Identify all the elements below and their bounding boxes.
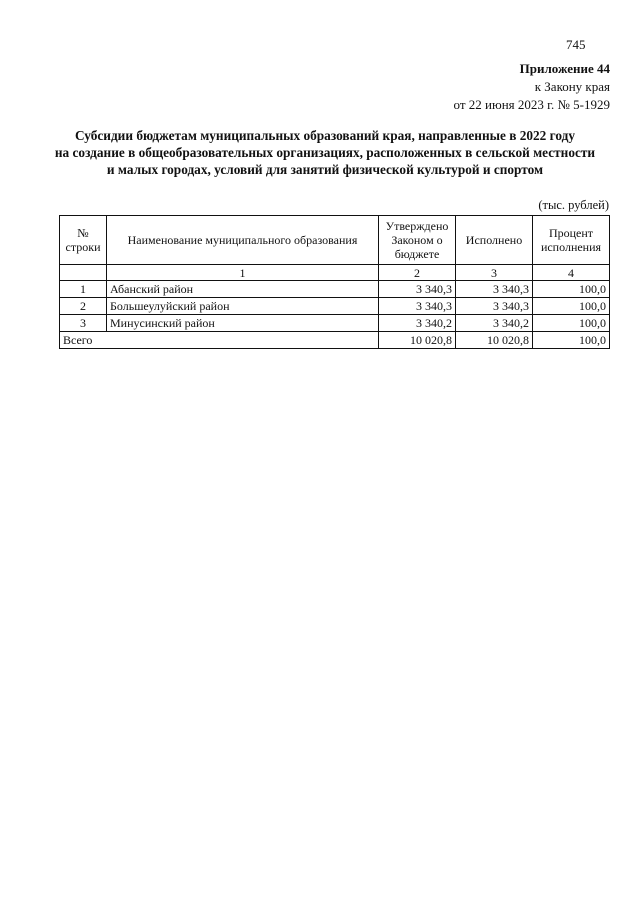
table-row <box>60 315 610 332</box>
total-approved: 10 020,8 <box>379 332 456 349</box>
execution-percent: 100,0 <box>533 298 610 315</box>
total-executed: 10 020,8 <box>456 332 533 349</box>
table-header-row <box>60 216 610 265</box>
appendix-block <box>454 60 610 114</box>
column-number: 3 <box>456 265 533 281</box>
municipality-name: Минусинский район <box>107 315 379 332</box>
header-percent: Процент исполнения <box>533 216 610 265</box>
title-line-3: и малых городах, условий для занятий физической культурой и спортом <box>106 162 544 177</box>
total-row <box>60 332 610 349</box>
table-row <box>60 281 610 298</box>
budget-table <box>59 215 610 349</box>
header-name: Наименование муниципального образования <box>107 216 379 265</box>
table-row <box>60 298 610 315</box>
appendix-law-ref: к Закону края <box>534 79 610 94</box>
execution-percent: 100,0 <box>533 315 610 332</box>
header-row-no: № строки <box>60 216 107 265</box>
document-title <box>40 127 610 178</box>
municipality-name: Абанский район <box>107 281 379 298</box>
header-approved: Утверждено Законом о бюджете <box>379 216 456 265</box>
total-label: Всего <box>60 332 379 349</box>
row-number: 2 <box>60 298 107 315</box>
column-number: 2 <box>379 265 456 281</box>
executed-amount: 3 340,3 <box>456 281 533 298</box>
column-number: 1 <box>107 265 379 281</box>
approved-amount: 3 340,2 <box>379 315 456 332</box>
row-number: 1 <box>60 281 107 298</box>
units-note: (тыс. рублей) <box>538 198 609 212</box>
total-percent: 100,0 <box>533 332 610 349</box>
approved-amount: 3 340,3 <box>379 281 456 298</box>
column-number-row <box>60 265 610 281</box>
title-line-1: Субсидии бюджетам муниципальных образований края, направленные в 2022 году <box>75 128 575 143</box>
executed-amount: 3 340,2 <box>456 315 533 332</box>
header-executed: Исполнено <box>456 216 533 265</box>
column-number <box>60 265 107 281</box>
title-line-2: на создание в общеобразовательных организациях, расположенных в сельской местности <box>54 145 596 160</box>
column-number: 4 <box>533 265 610 281</box>
appendix-title: Приложение 44 <box>519 61 610 76</box>
executed-amount: 3 340,3 <box>456 298 533 315</box>
approved-amount: 3 340,3 <box>379 298 456 315</box>
execution-percent: 100,0 <box>533 281 610 298</box>
appendix-law-date: от 22 июня 2023 г. № 5-1929 <box>453 97 610 112</box>
row-number: 3 <box>60 315 107 332</box>
page-number: 745 <box>566 37 586 52</box>
municipality-name: Большеулуйский район <box>107 298 379 315</box>
